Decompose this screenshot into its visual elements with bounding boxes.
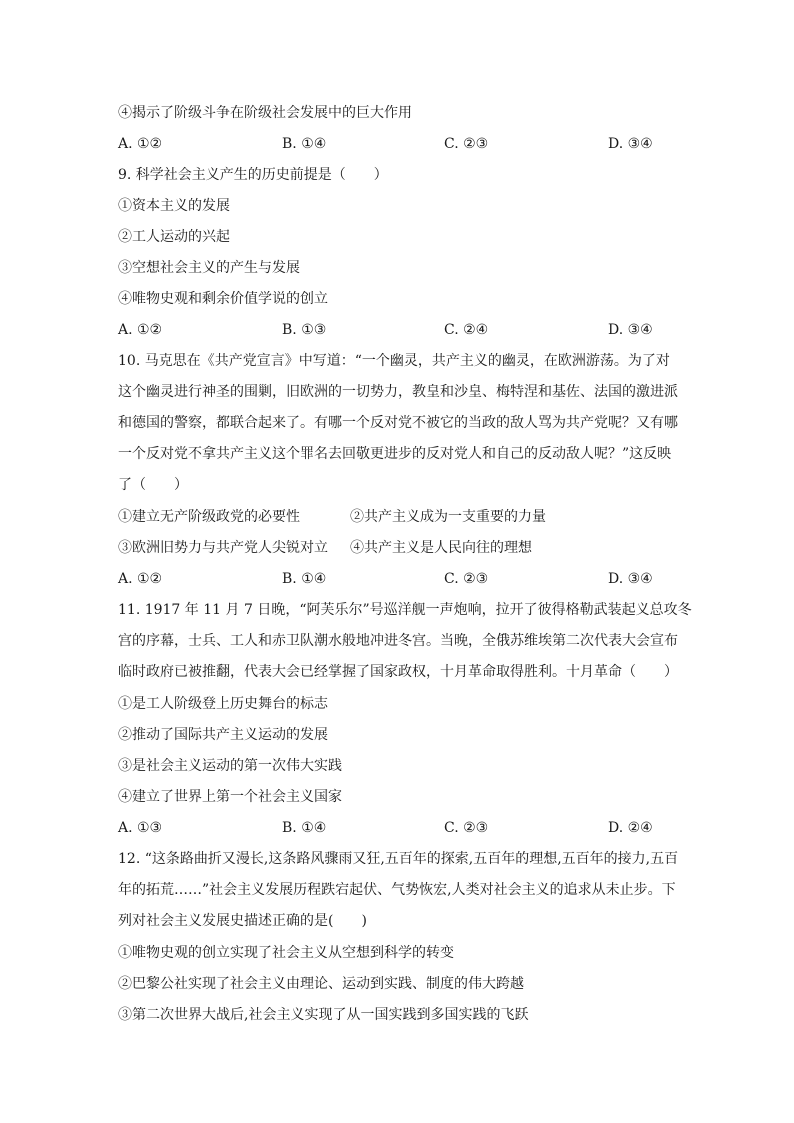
q11-stem-line-1: 11. 1917 年 11 月 7 日晚，“阿芙乐尔”号巡洋舰一声炮响，拉开了彼得格勒武装起义总攻冬 [118, 602, 692, 618]
q9-statement-2: ②工人运动的兴起 [118, 229, 230, 245]
q8-option-c: C. ②③ [444, 136, 489, 152]
q10-options [118, 570, 678, 588]
q9-option-d: D. ③④ [608, 322, 653, 338]
q11-option-b: B. ①④ [282, 820, 327, 836]
q11-option-c: C. ②③ [444, 820, 489, 836]
q9-options [118, 321, 678, 339]
q9-option-a: A. ①② [118, 322, 163, 338]
q9-option-b: B. ①③ [282, 322, 327, 338]
q11-statement-1: ①是工人阶级登上历史舞台的标志 [118, 696, 328, 712]
q10-stem-line-2: 这个幽灵进行神圣的围剿，旧欧洲的一切势力，教皇和沙皇、梅特涅和基佐、法国的激进派 [118, 384, 678, 400]
q8-options [118, 135, 678, 153]
q8-option-d: D. ③④ [608, 136, 653, 152]
q8-option-a: A. ①② [118, 136, 163, 152]
q12-stem-line-3: 列对社会主义发展史描述正确的是( ) [118, 913, 367, 929]
q10-stem-line-4: 一个反对党不拿共产主义这个罪名去回敬更进步的反对党人和自己的反动敌人呢？”这反映 [118, 446, 672, 462]
q10-statement-3: ③欧洲旧势力与共产党人尖锐对立 [118, 540, 328, 556]
q12-statement-3: ③第二次世界大战后,社会主义实现了从一国实践到多国实践的飞跃 [118, 1007, 529, 1023]
q12-statement-1: ①唯物史观的创立实现了社会主义从空想到科学的转变 [118, 945, 454, 961]
q10-option-a: A. ①② [118, 571, 163, 587]
q11-stem-line-2: 宫的序幕，士兵、工人和赤卫队潮水般地冲进冬宫。当晚，全俄苏维埃第二次代表大会宣布 [118, 633, 678, 649]
q12-stem-line-2: 年的拓荒……”社会主义发展历程跌宕起伏、气势恢宏,人类对社会主义的追求从未止步。下 [118, 882, 676, 898]
q11-stem-line-3: 临时政府已被推翻，代表大会已经掌握了国家政权，十月革命取得胜利。十月革命（ ） [118, 664, 678, 680]
q10-stem-line-5: 了（ ） [118, 477, 188, 493]
q10-option-b: B. ①④ [282, 571, 327, 587]
q11-statement-3: ③是社会主义运动的第一次伟大实践 [118, 758, 342, 774]
q11-statement-2: ②推动了国际共产主义运动的发展 [118, 727, 328, 743]
q8-option-b: B. ①④ [282, 136, 327, 152]
q12-stem-line-1: 12. “这条路曲折又漫长,这条路风骤雨又狂,五百年的探索,五百年的理想,五百年的接力,五百 [118, 851, 679, 867]
q9-stem: 9. 科学社会主义产生的历史前提是（ ） [118, 167, 388, 183]
q9-statement-1: ①资本主义的发展 [118, 198, 230, 214]
q11-option-a: A. ①③ [118, 820, 163, 836]
q10-statement-1: ①建立无产阶级政党的必要性 [118, 509, 300, 525]
q9-statement-3: ③空想社会主义的产生与发展 [118, 260, 300, 276]
q11-statement-4: ④建立了世界上第一个社会主义国家 [118, 789, 342, 805]
q11-option-d: D. ②④ [608, 820, 653, 836]
q10-option-c: C. ②③ [444, 571, 489, 587]
q8-statement-4: ④揭示了阶级斗争在阶级社会发展中的巨大作用 [118, 105, 412, 121]
q10-statements-row-1 [118, 508, 678, 526]
q10-stem-line-3: 和德国的警察，都联合起来了。有哪一个反对党不被它的当政的敌人骂为共产党呢？又有哪 [118, 415, 678, 431]
q10-statement-4: ④共产主义是人民向往的理想 [350, 540, 532, 556]
q10-option-d: D. ③④ [608, 571, 653, 587]
q10-statement-2: ②共产主义成为一支重要的力量 [350, 509, 546, 525]
q11-options [118, 819, 678, 837]
q10-statements-row-2 [118, 539, 678, 557]
q12-statement-2: ②巴黎公社实现了社会主义由理论、运动到实践、制度的伟大跨越 [118, 976, 524, 992]
q10-stem-line-1: 10. 马克思在《共产党宣言》中写道：“一个幽灵，共产主义的幽灵，在欧洲游荡。为了对 [118, 353, 670, 369]
q9-statement-4: ④唯物史观和剩余价值学说的创立 [118, 291, 328, 307]
q9-option-c: C. ②④ [444, 322, 489, 338]
